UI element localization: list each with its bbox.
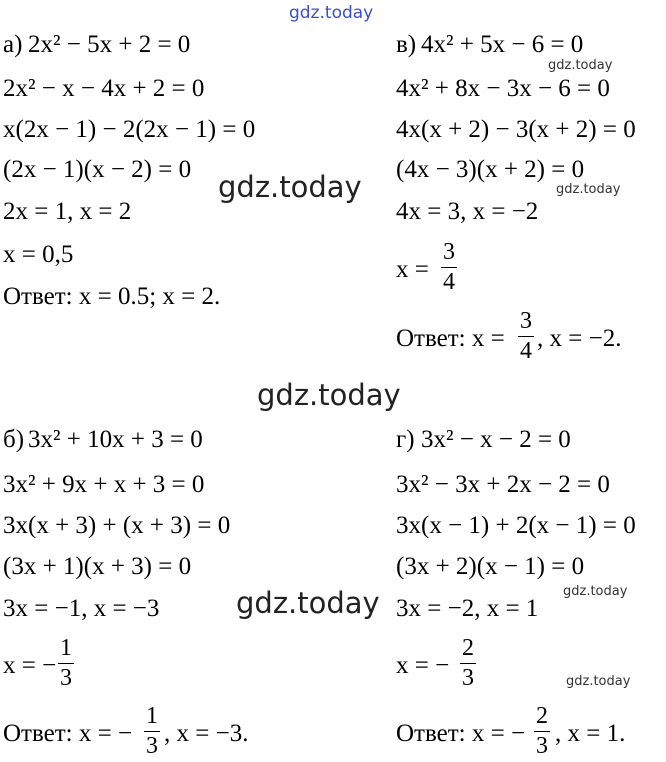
b-ans-frac-den: 3 [146, 733, 158, 759]
v-frac-num: 3 [443, 239, 455, 265]
v-ans-frac-num: 3 [520, 308, 532, 334]
g-answer-prefix: Ответ: x = − [396, 720, 526, 747]
g-frac-num: 2 [462, 635, 474, 661]
g-ans-frac-num: 2 [536, 703, 548, 729]
g-answer-fraction [534, 703, 550, 759]
v-answer-suffix: , x = −2. [537, 325, 622, 352]
b-ans-frac-num: 1 [146, 703, 158, 729]
v-line-4: (4x − 3)(x + 2) = 0 [396, 156, 585, 183]
g-line-4: (3x + 2)(x − 1) = 0 [396, 553, 585, 580]
g-label: г) [396, 426, 415, 453]
a-label: а) [3, 31, 23, 58]
g-fraction-x [460, 635, 476, 691]
b-answer-fraction [144, 703, 160, 759]
a-answer: Ответ: x = 0.5; x = 2. [3, 283, 221, 310]
a-line-2: 2x² − x − 4x + 2 = 0 [3, 75, 205, 102]
v-answer-fraction [518, 308, 534, 364]
v-frac-den: 4 [443, 269, 455, 295]
g-line-2: 3x² − 3x + 2x − 2 = 0 [396, 471, 610, 498]
a-line-3: x(2x − 1) − 2(2x − 1) = 0 [3, 116, 256, 143]
frac-bar [460, 663, 476, 664]
g-line-3: 3x(x − 1) + 2(x − 1) = 0 [396, 512, 636, 539]
b-line-5: 3x = −1, x = −3 [3, 595, 160, 622]
a-line-1: 2x² − 5x + 2 = 0 [28, 31, 191, 58]
a-line-4: (2x − 1)(x − 2) = 0 [3, 156, 192, 183]
b-line-2: 3x² + 9x + x + 3 = 0 [3, 471, 205, 498]
v-line-5: 4x = 3, x = −2 [396, 198, 539, 225]
a-line-5: 2x = 1, x = 2 [3, 198, 132, 225]
watermark-small-1: gdz.today [548, 58, 613, 73]
b-fraction-x [58, 635, 74, 691]
v-line-3: 4x(x + 2) − 3(x + 2) = 0 [396, 116, 636, 143]
g-frac-den: 3 [462, 665, 474, 691]
watermark-center-upper: gdz.today [218, 170, 362, 204]
watermark-top: gdz.today [289, 3, 374, 23]
b-line-3: 3x(x + 3) + (x + 3) = 0 [3, 512, 231, 539]
g-line-5: 3x = −2, x = 1 [396, 595, 539, 622]
v-line-6: x = [396, 256, 429, 283]
v-line-2: 4x² + 8x − 3x − 6 = 0 [396, 75, 610, 102]
v-ans-frac-den: 4 [520, 338, 532, 364]
watermark-small-2: gdz.today [556, 182, 621, 197]
watermark-small-4: gdz.today [566, 674, 631, 689]
frac-bar [518, 336, 534, 337]
frac-bar [144, 731, 160, 732]
b-frac-den: 3 [60, 665, 72, 691]
v-label: в) [396, 31, 417, 58]
frac-bar [534, 731, 550, 732]
v-answer-prefix: Ответ: x = [396, 325, 505, 352]
a-line-6: x = 0,5 [3, 241, 74, 268]
b-line-6: x = − [3, 652, 57, 679]
b-frac-num: 1 [60, 635, 72, 661]
watermark-center-lower: gdz.today [236, 586, 380, 620]
g-answer-suffix: , x = 1. [555, 720, 626, 747]
frac-bar [58, 663, 74, 664]
b-label: б) [3, 426, 25, 453]
g-ans-frac-den: 3 [536, 733, 548, 759]
b-answer-suffix: , x = −3. [164, 720, 249, 747]
g-line-6: x = − [396, 652, 450, 679]
frac-bar [441, 267, 457, 268]
g-line-1: 3x² − x − 2 = 0 [421, 426, 571, 453]
b-line-4: (3x + 1)(x + 3) = 0 [3, 553, 192, 580]
v-fraction-x [441, 239, 457, 295]
v-line-1: 4x² + 5x − 6 = 0 [421, 31, 584, 58]
watermark-center: gdz.today [257, 378, 401, 412]
b-line-1: 3x² + 10x + 3 = 0 [28, 426, 203, 453]
watermark-small-3: gdz.today [563, 584, 628, 599]
b-answer-prefix: Ответ: x = − [3, 720, 133, 747]
